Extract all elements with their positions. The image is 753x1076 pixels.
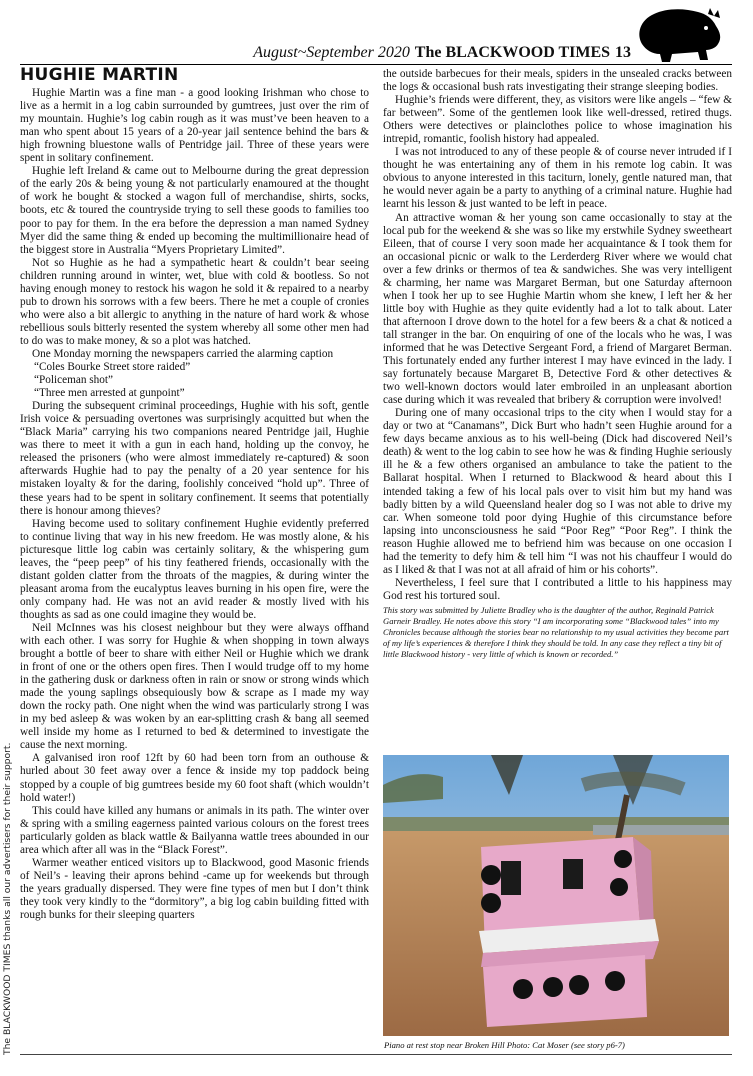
- photo-caption: Piano at rest stop near Broken Hill Photo: Cat Moser (see story p6-7): [384, 1040, 625, 1050]
- paragraph: One Monday morning the newspapers carried the alarming caption: [32, 347, 334, 360]
- page-header: [0, 0, 753, 70]
- paragraph: Hughie’s friends were different, they, as visitors were like angels – “few & far between”. Some of the gentlemen look like well-dressed, retired thugs. Others were detectives or plainclothes police to whose imagination his intrepid, romantic, foolish history had appealed.: [383, 94, 732, 146]
- paragraph: Hughie Martin was a fine man - a good looking Irishman who chose to live as a hermit in a log cabin surrounded by gumtrees, just over the rim of my mountain. Hughie’s log cabin rough as it was must’ve been heaven to a man who spent about 15 years of a 20-year jail sentence behind the bars & high frowning bluestone walls of Pentridge jail. Three of these years were spent in solitary confinement.: [20, 87, 369, 165]
- story-credit: This story was submitted by Juliette Bradley who is the daughter of the author, Reginald Patrick Garneir Bradley. He notes above this story “I am incorporating some “Blackwood tales” into my Chronicles because although the stories bear no relationship to my usual activities they become part of my life’s experiences & therefore I think they should be told. In any case they reflect a tiny bit of little Blackwood history - very little of which is known or recorded.”: [383, 604, 729, 659]
- sidebar-thanks: The BLACKWOOD TIMES thanks all our advertisers for their support.: [2, 742, 13, 1055]
- paragraph: the outside barbecues for their meals, spiders in the unsealed cracks between the logs & occasional bush rats investigating their strange sleeping bodies.: [383, 68, 732, 94]
- article-column-right: [383, 68, 732, 660]
- paragraph: Warmer weather enticed visitors up to Blackwood, good Masonic friends of Neil’s - leaving their aprons behind -came up for weekends but through the years gradually dispersed. They were fine types of men but I don’t think they took very kindly to the “dormitory”, a big log cabin building fitted with rough bunks for their sleeping quarters: [20, 856, 369, 921]
- paragraph: Not so Hughie as he had a sympathetic heart & couldn’t bear seeing children running around in winter, wet, blue with cold & bootless. So not having enough money to restock his wagon he sold it & repaired to a nearby pub to drown his sorrows with a few beers. There he met a couple of cronies who were also a bit allergic to anything in the nature of hard work & whose rebellious souls bitterly resented the system whereby all some other men had to do was to make money, & so a plot was hatched.: [20, 256, 369, 347]
- paragraph: An attractive woman & her young son came occasionally to stay at the local pub for the weekend & she was so like my erstwhile Sydney sweetheart Eileen, that of course I very soon made her acquaintance & I took them for an occasional picnic or walk to the Lerderderg River where we would chat over a few drinks or thermos of tea & sandwiches. She was very intelligent & charming, her name was Margaret Berman, but one Saturday afternoon when I took her up to see Hughie Martin whom she knew, I left her & her little boy with Hughie as they quite evidently had a lot to talk about. Later that afternoon I drove down to the hotel for a few beers & a chat & noticed a tall stranger in the bar. On enquiring of one of the locals who he was, I was informed that he was Detective Sergeant Ford, a friend of Margaret Berman. This fortunately ended any further interest I may have evinced in the lady. I say fortunately because Margaret B, Detective Ford & other detectives & two well-known doctors would later embroiled in an unpleasant abortion case during which it was revealed that bribery & corruption were involved!: [383, 211, 732, 407]
- headline-quote: “Policeman shot”: [34, 374, 114, 387]
- article-column-left: [20, 65, 369, 922]
- paragraph: Hughie left Ireland & came out to Melbourne during the great depression of the early 20s & being young & not particularly enamoured at the thought of work he bought & stocked a wagon full of merchandise, shirts, socks, boots, etc & toured the countryside trying to sell these goods to families too poor to pay for them. In the era before the depression a man named Sydney Myer did the same thing & ended up becoming the multimillionaire head of the biggest store in Australia “Myers Proprietary Limited”.: [20, 165, 369, 256]
- headline-quote: “Three men arrested at gunpoint”: [34, 387, 185, 400]
- paragraph: During one of many occasional trips to the city when I would stay for a day or two at “Canamans”, Dick Burt who hadn’t seen Hughie around for a few days became anxious as to his well-being (Dick had discovered Neil’s death) & went to the log cabin to see how he was & finding Hughie seriously ill he & a few others organised an ambulance to take the patient to the Ballarat hospital. When I returned to Blackwood & heard about this I intended taking a few of his local pals over to visit him but my hand was badly bitten by a wild Queensland healer dog so I was not able to drive my car. When someone told poor dying Hughie of this circumstance before lapsing into unconsciousness he said “Poor Reg” “Poor Reg”. I think the reason Hughie allowed me to befriend him was because on one occasion I had the temerity to defy him & tell him “I was not his chauffeur I would do as I liked & that I was not at all afraid of him or his cohorts”.: [383, 407, 732, 576]
- paragraph: I was not introduced to any of these people & of course never intruded if I thought he was entertaining any of them in his remote log cabin. It was obvious to anyone interested in this taciturn, lonely, gentle natured man, that he would never again be a party to anything of a criminal nature. Hughie had learnt his lesson & just wanted to be left in peace.: [383, 146, 732, 211]
- paragraph: Having become used to solitary confinement Hughie evidently preferred to continue living that way in his new freedom. He was mostly alone, & his picturesque little log cabin was certainly solitary, & the whispering gum leaves, the “peep peep” of his tiny feathered friends, occasionally with the distant golden clatter from the throats of the magpies, & during winter the pleasant aroma from the eucalyptus leaves burning in his open fire, were the only company had. He was not an avid reader & mostly lived with his thoughts as sad as one could imagine they would be.: [20, 517, 369, 621]
- paragraph: A galvanised iron roof 12ft by 60 had been torn from an outhouse & hurled about 30 feet away over a fence & inside my top paddock being stopped by a couple of big gumtrees beside my 60 foot shaft (which wouldn’t hold water!): [20, 752, 369, 804]
- pink-piano: [479, 837, 659, 1027]
- issue-date: August~September 2020: [253, 44, 410, 61]
- page-number: 13: [615, 44, 631, 61]
- footer-rule: [20, 1054, 732, 1055]
- piano-photo: [383, 755, 729, 1036]
- paragraph: Nevertheless, I feel sure that I contributed a little to his happiness may God rest his tortured soul.: [383, 576, 732, 602]
- paragraph: During the subsequent criminal proceedings, Hughie with his soft, gentle Irish voice & persuading overtones was surprisingly acquitted but when the “Black Maria” carrying his two companions neared Pentridge jail, Hughie was there to meet it with a gun in each hand, holding up the convoy, he released the prisoners (who were almost immediately re-captured) & soon afterwards Hughie had to pay the penalty of a 20 year sentence for his mistaken loyalty & for the daring, foolishly conceived “hold up”. Three of these years had to be spent in solitary confinement. It seems that potentially there is honour among thieves?: [20, 400, 369, 517]
- paragraph: This could have killed any humans or animals in its path. The winter over & spring with a smiling eagerness painted various colours on the forest trees particularly golden as black wattle & Bailyanna wattle trees abounded in our area which after all was in the “Black Forest”.: [20, 804, 369, 856]
- headline-quote: “Coles Bourke Street store raided”: [34, 361, 191, 374]
- wombat-icon: [632, 4, 724, 66]
- masthead: [253, 43, 631, 62]
- article-title: HUGHIE MARTIN: [20, 65, 179, 85]
- publication-name: The BLACKWOOD TIMES: [414, 44, 611, 61]
- paragraph: Neil McInnes was his closest neighbour but they were always offhand with each other. I was sorry for Hughie & when shopping in town always brought a bottle of beer to share with either Neil or Hughie which we drank in front of one or the others open fires. Then I would trudge off to my home in the gathering dusk or darkness often in rain or snow or strong winds which made the young saplings obsequiously bow & scrape as I made my way down the rocky path. One night when the wind was particularly strong I was in my bed asleep & was woken by an ear-splitting crash & bang all seemed well inside my home as I returned to bed & determined to investigate the cause the next morning.: [20, 621, 369, 752]
